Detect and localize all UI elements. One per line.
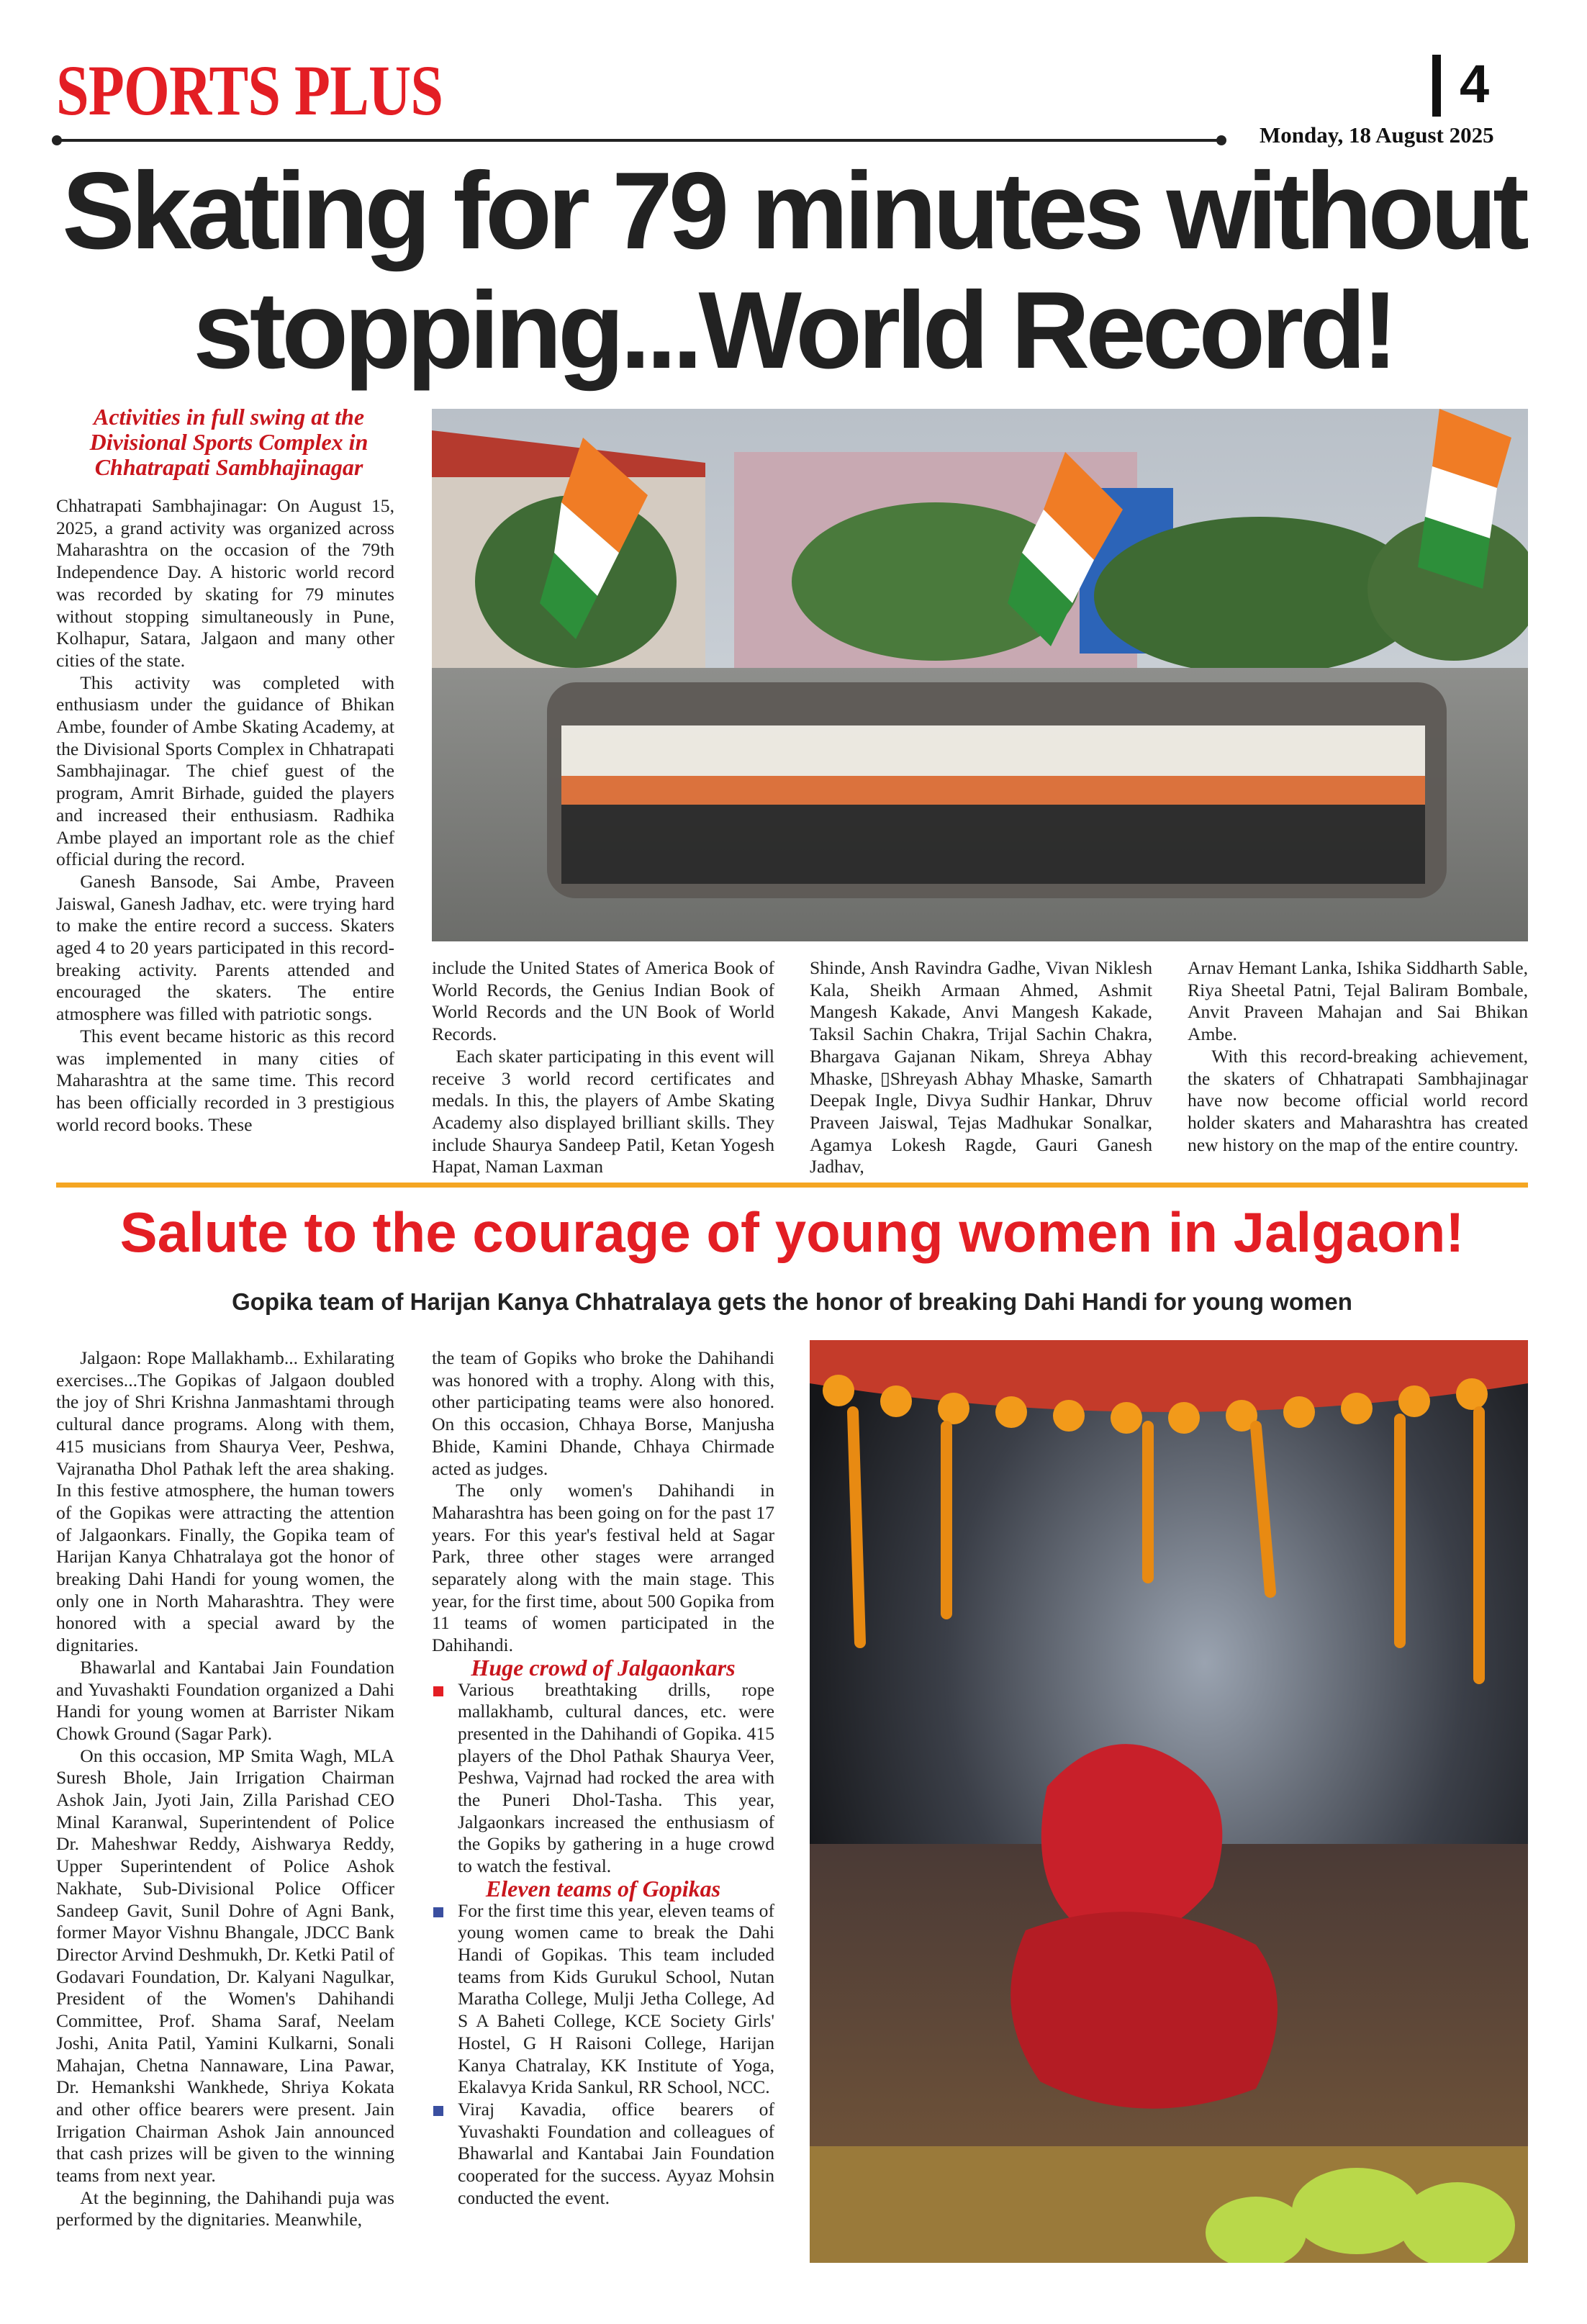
bullet-square-icon: [433, 2106, 443, 2116]
story1-paragraph: Arnav Hemant Lanka, Ishika Siddharth Sable, Riya Sheetal Patni, Tejal Baliram Bombale, Anvit Praveen Mahajan and Sai Bhikan Ambe.: [1188, 957, 1528, 1045]
story2-bullet: [432, 1900, 774, 2099]
story1-paragraph: include the United States of America Book of World Records, the Genius Indian Book of World Records and the UN Book of World Records.: [432, 957, 774, 1045]
story2-paragraph: Bhawarlal and Kantabai Jain Foundation and Yuvashakti Foundation organized a Dahi Handi for young women at Barrister Nikam Chowk Ground (Sagar Park).: [56, 1656, 394, 1744]
story1-paragraph: This event became historic as this record was implemented in many cities of Maharashtra at the same time. This record has been officially recorded in 3 prestigious world record books. These: [56, 1025, 394, 1135]
page-number-bar: [1432, 55, 1441, 117]
story1-kicker: Activities in full swing at the Divisional Sports Complex in Chhatrapati Sambhajinagar: [89, 404, 369, 480]
bullet-text: For the first time this year, eleven teams of young women came to break the Dahi Handi of Gopikas. This team included teams from Kids Gurukul School, Nutan Maratha College, Mulji Jetha College, Ad S A Baheti College, KCE Society Girls' Hostel, G H Raisoni College, Harijan Kanya Chatralay, KK Institute of Yoga, Ekalavya Krida Sankul, RR School, NCC.: [458, 1899, 774, 2098]
story-divider: [56, 1183, 1528, 1188]
story2-paragraph: the team of Gopiks who broke the Dahihandi was honored with a trophy. Along with this, other participating teams were also honored. On this occasion, Chhaya Borse, Manjusha Bhide, Kamini Dhande, Chhaya Chirmade acted as judges.: [432, 1347, 774, 1479]
masthead-rule: [56, 139, 1222, 142]
story1-column-3: [810, 957, 1152, 1178]
story1-headline-line1: Skating for 79 minutes without: [62, 150, 1525, 272]
story2-paragraph: At the beginning, the Dahihandi puja was performed by the dignitaries. Meanwhile,: [56, 2187, 394, 2230]
issue-date: Monday, 18 August 2025: [1260, 122, 1494, 148]
story1-column-1: [56, 495, 394, 1136]
story2-subhead-crowd: Huge crowd of Jalgaonkars: [471, 1654, 736, 1681]
dahi-handi-photo: [810, 1340, 1528, 2263]
story2-paragraph: Jalgaon: Rope Mallakhamb... Exhilarating exercises...The Gopikas of Jalgaon doubled the joy of Shri Krishna Janmashtami through cultural dance programs. Along with them, 415 musicians from Shaurya Veer, Peshwa, Vajranatha Dhol Pathak left the area shaking. In this festive atmosphere, the human towers of the Gopikas were attracting the attention of Jalgaonkars. Finally, the Gopika team of Harijan Kanya Chhatralaya got the honor of breaking Dahi Handi for young women, the only one in North Maharashtra. They were honored with a special award by the dignitaries.: [56, 1347, 394, 1656]
story1-paragraph: Each skater participating in this event will receive 3 world record certificates and medals. In this, the players of Ambe Skating Academy also displayed brilliant skills. They include Shaurya Sandeep Patil, Ketan Yogesh Hapat, Naman Laxman: [432, 1045, 774, 1177]
story2-column-1: [56, 1347, 394, 2231]
story2-headline: Salute to the courage of young women in Jalgaon!: [119, 1201, 1465, 1264]
story1-column-4: [1188, 957, 1528, 1156]
story1-headline: [58, 151, 1529, 390]
skating-group-photo: [432, 409, 1528, 941]
story2-bullet: [432, 2099, 774, 2210]
story2-subhead-teams: Eleven teams of Gopikas: [485, 1875, 721, 1902]
story1-paragraph: Shinde, Ansh Ravindra Gadhe, Vivan Niklesh Kala, Sheikh Armaan Ahmed, Ashmit Mangesh Kakade, Anvi Mangesh Kakade, Taksil Sachin Chakra, Trijal Sachin Chakra, Bhargava Gajanan Nikam, Shreya Abhay Mhaske, ▯Shreyash Abhay Mhaske, Samarth Deepak Ingle, Divya Sudhir Hankar, Dhruv Praveen Jaiswal, Tejas Madhukar Sonalkar, Agamya Lokesh Ragde, Gauri Ganesh Jadhav,: [810, 957, 1152, 1177]
story1-paragraph: Chhatrapati Sambhajinagar: On August 15, 2025, a grand activity was organized across Maharashtra on the occasion of the 79th Independence Day. A historic world record was recorded by skating for 79 minutes without stopping simultaneously in Pune, Kolhapur, Satara, Jalgaon and many other cities of the state.: [56, 495, 394, 671]
story2-column-2: [432, 1347, 774, 2209]
story1-paragraph: Ganesh Bansode, Sai Ambe, Praveen Jaiswal, Ganesh Jadhav, etc. were trying hard to make the entire record a success. Skaters aged 4 to 20 years participated in this record-breaking activity. Parents attended and encouraged the skaters. The entire atmosphere was filled with patriotic songs.: [56, 870, 394, 1025]
page-number: 4: [1460, 54, 1490, 114]
bullet-text: Various breathtaking drills, rope mallakhamb, cultural dances, etc. were presented in the Dahihandi of Gopika. 415 players of the Dhol Pathak Shaurya Veer, Peshwa, Vajrnad had rocked the area with the Puneri Dhol-Tasha. This year, Jalgaonkars increased the enthusiasm of the Gopiks by gathering in a huge crowd to watch the festival.: [458, 1678, 774, 1877]
story1-paragraph: This activity was completed with enthusiasm under the guidance of Bhikan Ambe, founder of Ambe Skating Academy, at the Divisional Sports Complex in Chhatrapati Sambhajinagar. The chief guest of the program, Amrit Birhade, guided the players and increased their enthusiasm. Radhika Ambe played an important role as the chief official during the record.: [56, 672, 394, 870]
story1-headline-line2: stopping...World Record!: [193, 269, 1394, 392]
story2-paragraph: The only women's Dahihandi in Maharashtra has been going on for the past 17 years. For this year's festival held at Sagar Park, three other stages were arranged separately along with the main stage. This year, for the first time, about 500 Gopika from 11 teams of women participated in the Dahihandi.: [432, 1480, 774, 1656]
story2-bullet: [432, 1679, 774, 1878]
skating-photo-illustration: [432, 409, 1528, 941]
story2-paragraph: On this occasion, MP Smita Wagh, MLA Suresh Bhole, Jain Irrigation Chairman Ashok Jain, Jyoti Jain, Zilla Parishad CEO Minal Karanwal, Superintendent of Police Dr. Maheshwar Reddy, Aishwarya Reddy, Upper Superintendent of Police Ashok Nakhate, Sub-Divisional Police Officer Sandeep Gavit, Sunil Dohre of Agni Bank, former Mayor Vishnu Bhangale, JDCC Bank Director Arvind Deshmukh, Dr. Ketki Patil of Godavari Foundation, Dr. Kalyani Nagulkar, President of the Women's Dahihandi Committee, Prof. Shama Saraf, Neelam Joshi, Anita Patil, Yamini Kulkarni, Sonali Mahajan, Chetna Nannaware, Lina Pawar, Dr. Hemankshi Wankhede, Shriya Kokata and other office bearers were present. Jain Irrigation Chairman Ashok Jain announced that cash prizes will be given to the winning teams from next year.: [56, 1745, 394, 2187]
dahi-handi-illustration: [810, 1340, 1528, 2263]
story1-column-2: [432, 957, 774, 1178]
story1-paragraph: With this record-breaking achievement, the skaters of Chhatrapati Sambhajinagar have now become official world record holder skaters and Maharashtra has created new history on the map of the entire country.: [1188, 1045, 1528, 1155]
section-title: SPORTS PLUS: [56, 50, 443, 130]
story2-subheadline: Gopika team of Harijan Kanya Chhatralaya gets the honor of breaking Dahi Handi for young women: [232, 1288, 1352, 1315]
bullet-text: Viraj Kavadia, office bearers of Yuvashakti Foundation and colleagues of Bhawarlal and Kantabai Jain Foundation cooperated for the success. Ayyaz Mohsin conducted the event.: [458, 2098, 774, 2208]
bullet-square-icon: [433, 1907, 443, 1917]
bullet-square-icon: [433, 1686, 443, 1696]
